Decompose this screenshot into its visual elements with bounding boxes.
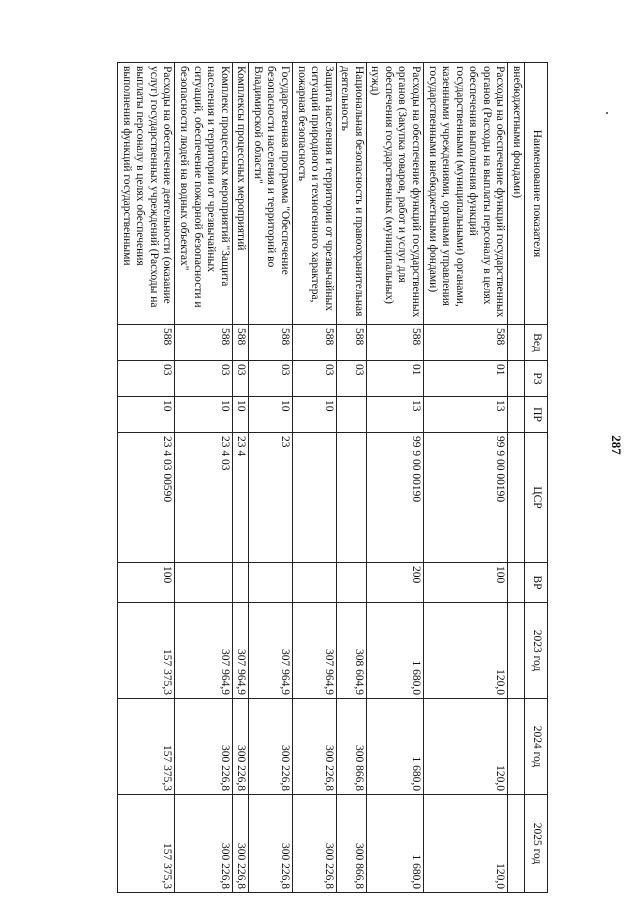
cell-vr [508, 563, 525, 603]
cell-2023: 308 604,9 [336, 603, 366, 699]
cell-ved: 588 [249, 325, 293, 361]
table-row [175, 63, 232, 893]
cell-rz: 03 [249, 361, 293, 397]
cell-pr [336, 397, 366, 433]
cell-rz: 03 [293, 361, 337, 397]
table-row [118, 63, 175, 893]
cell-vr: 100 [424, 563, 508, 603]
scan-speck [606, 112, 608, 114]
cell-name: Государственная программа "Обеспечение безопасности населения и территорий во Владимирской области" [249, 63, 293, 325]
cell-vr [175, 563, 232, 603]
cell-name: Национальная безопасность и правоохранительная деятельность [336, 63, 366, 325]
cell-2024: 300 866,8 [336, 699, 366, 795]
cell-2024: 300 226,8 [175, 699, 232, 795]
cell-pr: 10 [118, 397, 175, 433]
cell-vr [249, 563, 293, 603]
header-rz: РЗ [525, 361, 548, 397]
cell-ved: 588 [424, 325, 508, 361]
cell-2023: 307 964,9 [293, 603, 337, 699]
cell-csr [336, 433, 366, 563]
cell-pr [508, 397, 525, 433]
cell-vr [293, 563, 337, 603]
cell-ved: 588 [232, 325, 249, 361]
table-row [293, 63, 337, 893]
header-name: Наименование показателя [525, 63, 548, 325]
cell-2025: 300 226,8 [293, 795, 337, 893]
cell-ved: 588 [336, 325, 366, 361]
table-row [232, 63, 249, 893]
table-row [508, 63, 525, 893]
header-vr: ВР [525, 563, 548, 603]
cell-2024: 1 680,0 [366, 699, 423, 795]
header-pr: ПР [525, 397, 548, 433]
cell-pr: 13 [366, 397, 423, 433]
cell-2023: 307 964,9 [175, 603, 232, 699]
cell-csr: 23 4 03 00590 [118, 433, 175, 563]
cell-2023: 307 964,9 [249, 603, 293, 699]
cell-rz: 03 [175, 361, 232, 397]
cell-csr [508, 433, 525, 563]
cell-rz [508, 361, 525, 397]
header-ved: Вед [525, 325, 548, 361]
header-2023: 2023 год [525, 603, 548, 699]
cell-name: внебюджетными фондами) [508, 63, 525, 325]
cell-rz: 03 [118, 361, 175, 397]
cell-2025: 300 226,8 [249, 795, 293, 893]
cell-2024: 300 226,8 [293, 699, 337, 795]
budget-table [117, 62, 548, 893]
cell-rz: 01 [424, 361, 508, 397]
cell-2023: 157 375,3 [118, 603, 175, 699]
cell-2023: 1 680,0 [366, 603, 423, 699]
cell-2025: 300 226,8 [175, 795, 232, 893]
cell-2024 [508, 699, 525, 795]
cell-csr: 99 9 00 00190 [366, 433, 423, 563]
cell-name: Расходы на обеспечение функций государственных органов (Расходы на выплаты персоналу в целях обеспечения выполнения функций государственными (муниципальными) органами, казенными учреждениями, органами управления государственными внебюджетными фондами) [424, 63, 508, 325]
cell-2023 [508, 603, 525, 699]
cell-pr: 10 [249, 397, 293, 433]
cell-ved: 588 [175, 325, 232, 361]
cell-2024: 300 226,8 [249, 699, 293, 795]
cell-pr: 10 [293, 397, 337, 433]
cell-ved: 588 [366, 325, 423, 361]
cell-vr: 200 [366, 563, 423, 603]
header-csr: ЦСР [525, 433, 548, 563]
cell-vr: 100 [118, 563, 175, 603]
cell-2024: 120,0 [424, 699, 508, 795]
budget-table-rotated [32, 62, 548, 892]
cell-pr: 13 [424, 397, 508, 433]
cell-ved: 588 [293, 325, 337, 361]
cell-csr: 99 9 00 00190 [424, 433, 508, 563]
table-row [424, 63, 508, 893]
cell-2023: 120,0 [424, 603, 508, 699]
table-header-row [525, 63, 548, 893]
cell-2025: 1 680,0 [366, 795, 423, 893]
table-row [249, 63, 293, 893]
cell-csr: 23 4 [232, 433, 249, 563]
header-2024: 2024 год [525, 699, 548, 795]
cell-2025: 300 226,8 [232, 795, 249, 893]
cell-2024: 300 226,8 [232, 699, 249, 795]
cell-name: Расходы на обеспечение деятельности (оказание услуг) государственных учреждений (Расходы на выплаты персоналу в целях обеспечения выполнения функций государственными [118, 63, 175, 325]
cell-rz: 03 [336, 361, 366, 397]
cell-csr: 23 4 03 [175, 433, 232, 563]
cell-name: Комплексы процессных мероприятий [232, 63, 249, 325]
cell-2025 [508, 795, 525, 893]
cell-name: Защита населения и территории от чрезвычайных ситуаций природного и техногенного характера, пожарная безопасность [293, 63, 337, 325]
header-2025: 2025 год [525, 795, 548, 893]
table-row [336, 63, 366, 893]
cell-csr [293, 433, 337, 563]
cell-2025: 157 375,3 [118, 795, 175, 893]
cell-vr [232, 563, 249, 603]
cell-name: Расходы на обеспечение функций государственных органов (Закупка товаров, работ и услуг для обеспечения государственных (муниципальных) нужд) [366, 63, 423, 325]
cell-name: Комплекс процессных мероприятий "Защита населения и территории от чрезвычайных ситуаций, обеспечение пожарной безопасности и безопасности людей на водных объектах" [175, 63, 232, 325]
table-row [366, 63, 423, 893]
cell-ved [508, 325, 525, 361]
cell-pr: 10 [175, 397, 232, 433]
cell-2025: 300 866,8 [336, 795, 366, 893]
cell-rz: 03 [232, 361, 249, 397]
cell-pr: 10 [232, 397, 249, 433]
cell-2023: 307 964,9 [232, 603, 249, 699]
cell-vr [336, 563, 366, 603]
cell-rz: 01 [366, 361, 423, 397]
cell-ved: 588 [118, 325, 175, 361]
page-number [606, 430, 626, 460]
cell-2024: 157 375,3 [118, 699, 175, 795]
page-number-text: 287 [609, 435, 624, 455]
cell-csr: 23 [249, 433, 293, 563]
cell-2025: 120,0 [424, 795, 508, 893]
